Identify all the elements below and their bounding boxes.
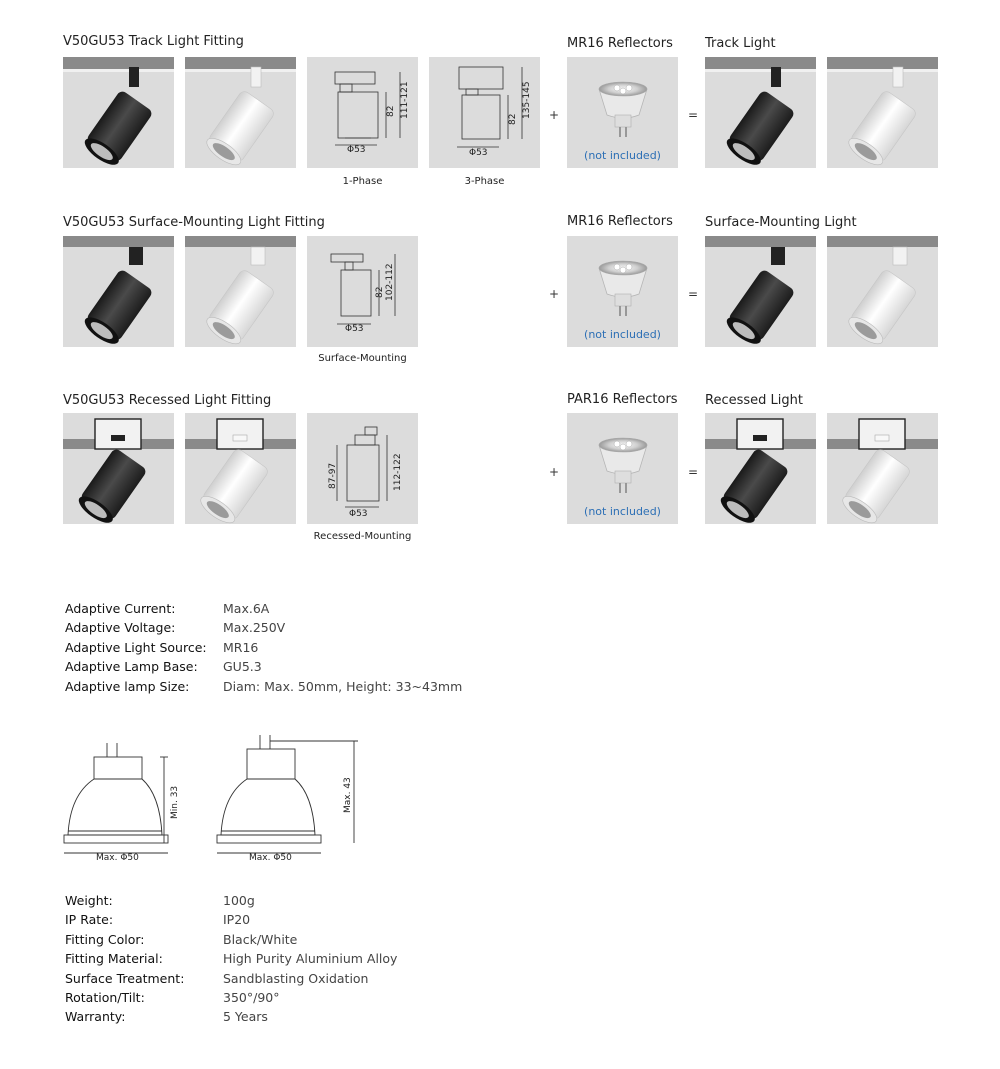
recessed-light-black-image	[705, 413, 816, 524]
spec-label: Fitting Material:	[65, 951, 163, 967]
dim-range-3phase: 135-145	[522, 81, 532, 119]
mr16-reflector-image	[567, 57, 678, 168]
spec-label: Adaptive Lamp Base:	[65, 659, 198, 675]
track-result-title: Track Light	[705, 36, 776, 51]
surface-light-black-image	[705, 236, 816, 347]
spec-row	[65, 657, 462, 676]
caption-surface-mounting: Surface-Mounting	[318, 353, 407, 364]
track-fitting-black-image	[63, 57, 174, 168]
dim-range-recessed-short: 87-97	[328, 462, 338, 489]
recessed-fitting-white-image	[185, 413, 296, 524]
spec-label: Adaptive Light Source:	[65, 639, 207, 655]
caption-3-phase: 3-Phase	[464, 176, 505, 187]
spec-row	[65, 891, 397, 910]
dim-diam-1phase: Φ53	[347, 145, 366, 155]
recessed-reflector-title: PAR16 Reflectors	[567, 392, 678, 407]
dim-diam-3phase: Φ53	[469, 148, 488, 158]
spec-value: 5 Years	[223, 1009, 268, 1025]
spec-row	[65, 910, 397, 929]
surface-light-white-image	[827, 236, 938, 347]
spec-row	[65, 930, 397, 949]
equals-sign: =	[688, 108, 699, 122]
par16-reflector-image	[567, 413, 678, 524]
not-included-note: (not included)	[584, 505, 661, 518]
max-height-label: Max. 43	[343, 777, 353, 813]
track-light-black-image	[705, 57, 816, 168]
spec-label: Rotation/Tilt:	[65, 989, 145, 1005]
dim-range-recessed-long: 112-122	[393, 453, 403, 491]
plus-sign: +	[549, 108, 560, 122]
dim-diam-surface: Φ53	[345, 324, 364, 334]
surface-fitting-black-image	[63, 236, 174, 347]
surface-dimension-drawing	[307, 236, 418, 347]
track-1phase-dimension-drawing	[307, 57, 418, 168]
equals-sign: =	[688, 465, 699, 479]
spec-value: IP20	[223, 912, 251, 928]
plus-sign: +	[549, 465, 560, 479]
spec-row	[65, 988, 397, 1007]
recessed-light-white-image	[827, 413, 938, 524]
spec-value: Sandblasting Oxidation	[223, 970, 369, 986]
spec-row	[65, 618, 462, 637]
spec-label: IP Rate:	[65, 912, 114, 928]
spec-value: GU5.3	[223, 659, 262, 675]
spec-row	[65, 677, 462, 696]
caption-1-phase: 1-Phase	[342, 176, 383, 187]
spec-label: Warranty:	[65, 1009, 126, 1025]
spec-row	[65, 1007, 397, 1026]
spec-label: Adaptive Current:	[65, 601, 176, 616]
track-light-white-image	[827, 57, 938, 168]
general-specs-list	[65, 891, 397, 1027]
track-3phase-dimension-drawing	[429, 57, 540, 168]
recessed-fitting-black-image	[63, 413, 174, 524]
spec-value: Max.250V	[223, 620, 286, 636]
lamp-size-drawings	[60, 735, 380, 865]
spec-value: Black/White	[223, 931, 298, 947]
dim-range-1phase: 111-121	[400, 81, 410, 119]
dim-diam-recessed: Φ53	[349, 509, 368, 519]
track-reflector-title: MR16 Reflectors	[567, 36, 673, 51]
spec-label: Weight:	[65, 893, 113, 908]
spec-value: High Purity Aluminium Alloy	[223, 951, 398, 967]
dim-82-surface: 82	[375, 286, 385, 298]
spec-value: MR16	[223, 639, 259, 655]
recessed-fitting-title: V50GU53 Recessed Light Fitting	[63, 393, 272, 408]
track-fitting-title: V50GU53 Track Light Fitting	[63, 34, 244, 49]
spec-value: 350°/90°	[223, 989, 280, 1005]
spec-row	[65, 949, 397, 968]
spec-row	[65, 638, 462, 657]
plus-sign: +	[549, 287, 560, 301]
surface-result-title: Surface-Mounting Light	[705, 215, 857, 230]
right-diameter-label: Max. Φ50	[249, 853, 292, 863]
spec-label: Adaptive lamp Size:	[65, 678, 190, 694]
not-included-note: (not included)	[584, 149, 661, 162]
not-included-note: (not included)	[584, 328, 661, 341]
recessed-result-title: Recessed Light	[705, 393, 803, 408]
surface-fitting-title: V50GU53 Surface-Mounting Light Fitting	[63, 215, 325, 230]
left-diameter-label: Max. Φ50	[96, 853, 139, 863]
spec-value: Max.6A	[223, 601, 270, 616]
recessed-dimension-drawing	[307, 413, 418, 524]
spec-value: 100g	[223, 893, 255, 908]
spec-row	[65, 599, 462, 618]
caption-recessed-mounting: Recessed-Mounting	[313, 531, 412, 542]
equals-sign: =	[688, 287, 699, 301]
spec-label: Surface Treatment:	[65, 970, 185, 986]
mr16-reflector-image	[567, 236, 678, 347]
spec-label: Adaptive Voltage:	[65, 620, 176, 636]
spec-value: Diam: Max. 50mm, Height: 33~43mm	[223, 678, 463, 694]
spec-row	[65, 969, 397, 988]
dim-82-1phase: 82	[386, 105, 396, 117]
dim-range-surface: 102-112	[385, 263, 395, 301]
min-height-label: Min. 33	[170, 785, 180, 819]
spec-label: Fitting Color:	[65, 931, 145, 947]
track-fitting-white-image	[185, 57, 296, 168]
adaptive-specs-list	[65, 599, 462, 696]
surface-fitting-white-image	[185, 236, 296, 347]
surface-reflector-title: MR16 Reflectors	[567, 214, 673, 229]
dim-82-3phase: 82	[508, 113, 518, 125]
